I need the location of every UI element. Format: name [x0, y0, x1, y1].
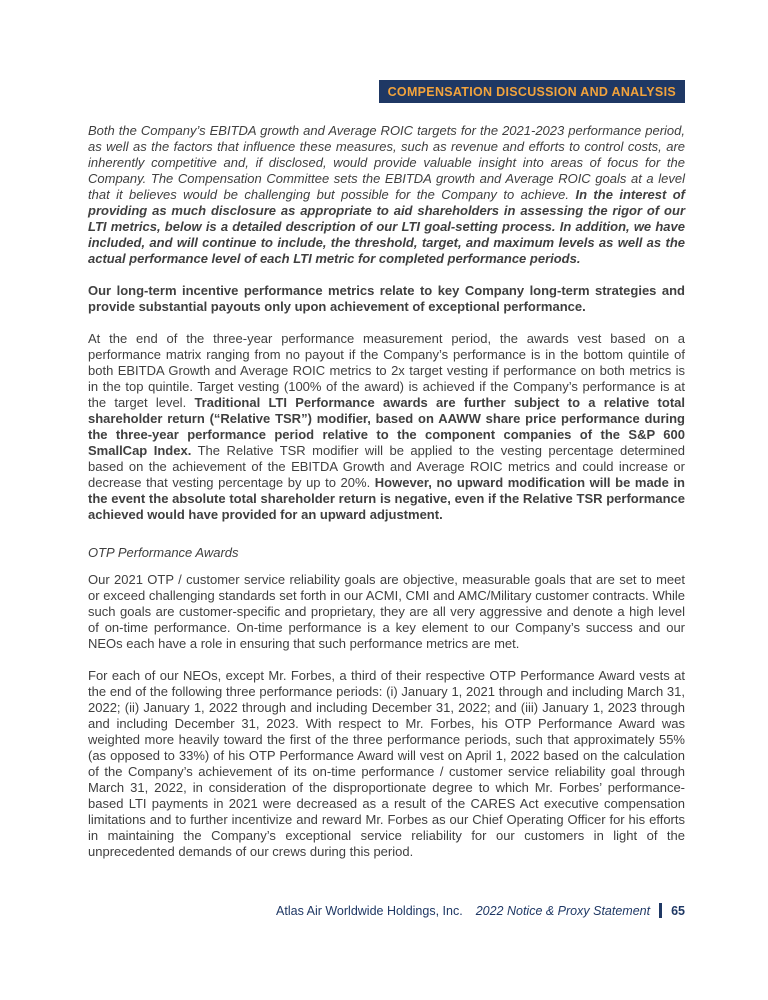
paragraph-lti-metrics-statement	[88, 283, 685, 315]
text-run-bold: However, no upward modification will be made in the event the absolute total shareholder return is negative, even if the Relative TSR performance achieved would have provided for an upward adjustment.	[88, 475, 685, 522]
paragraph-lti-goal-setting	[88, 123, 685, 267]
page-number: 65	[671, 903, 685, 918]
text-run-bold-italic: In the interest of providing as much disclosure as appropriate to aid shareholders in assessing the rigor of our LTI metrics, below is a detailed description of our LTI goal-setting process. In addition, we have included, and will continue to include, the threshold, target, and maximum levels as well as the actual performance level of each LTI metric for completed performance periods.	[88, 187, 685, 266]
footer-company-name: Atlas Air Worldwide Holdings, Inc.	[276, 903, 463, 918]
text-run-regular: The Relative TSR modifier will be applied to the vesting percentage determined based on the achievement of the EBITDA Growth and Average ROIC metrics and could increase or decrease that vesting percentage by up to 20%.	[88, 443, 686, 490]
text-run-regular: For each of our NEOs, except Mr. Forbes, a third of their respective OTP Performance Award vests at the end of the following three performance periods: (i) January 1, 2021 through and including March 31, 2022; (ii) January 1, 2022 through and including December 31, 2022; and (iii) January 1, 2023 through and including December 31, 2023. With respect to Mr. Forbes, his OTP Performance Award was weighted more heavily toward the first of the three performance periods, such that approximately 55% (as opposed to 33%) of his OTP Performance Award will vest on April 1, 2022 based on the calculation of the Company’s achievement of its on-time performance / customer service reliability goal through March 31, 2022, in consideration of the disproportionate degree to which Mr. Forbes’ performance-based LTI payments in 2021 were decreased as a result of the CARES Act executive compensation limitations and to further incentivize and reward Mr. Forbes as our Chief Operating Officer for his efforts in maintaining the Company’s exceptional service reliability for our customers in light of the unprecedented demands of our crews during this period.	[88, 668, 685, 859]
text-run-regular: Our 2021 OTP / customer service reliability goals are objective, measurable goals that are set to meet or exceed challenging standards set forth in our ACMI, CMI and AMC/Military customer contracts. While such goals are customer-specific and proprietary, they are all very aggressive and denote a high level of on-time performance. On-time performance is a key element to our Company’s success and our NEOs each have a role in ensuring that such performance metrics are met.	[88, 572, 685, 651]
footer-document-title: 2022 Notice & Proxy Statement	[475, 903, 651, 918]
paragraph-otp-vesting-periods	[88, 668, 685, 860]
section-banner: COMPENSATION DISCUSSION AND ANALYSIS	[379, 80, 685, 103]
section-heading-otp-performance-awards: OTP Performance Awards	[88, 545, 239, 560]
page-body	[88, 123, 685, 876]
footer-divider	[659, 903, 662, 918]
text-run-bold: Our long-term incentive performance metrics relate to key Company long-term strategies and provide substantial payouts only upon achievement of exceptional performance.	[88, 283, 685, 314]
paragraph-performance-matrix	[88, 331, 685, 523]
text-run-bold: Traditional LTI Performance awards are further subject to a relative total shareholder return (“Relative TSR”) modifier, based on AAWW share price performance during the three-year performance period relative to the component companies of the S&P 600 SmallCap Index.	[88, 395, 685, 458]
text-run-italic: Both the Company’s EBITDA growth and Average ROIC targets for the 2021-2023 performance period, as well as the factors that influence these measures, such as revenue and efforts to control costs, are inherently competitive and, if disclosed, would provide valuable insight into areas of focus for the Company. The Compensation Committee sets the EBITDA growth and Average ROIC goals at a level that it believes would be challenging but possible for the Company to achieve.	[88, 123, 685, 202]
text-run-regular: At the end of the three-year performance measurement period, the awards vest based on a performance matrix ranging from no payout if the Company’s performance is in the bottom quintile of both EBITDA Growth and Average ROIC metrics to 2x target vesting if performance on both metrics is in the top quintile. Target vesting (100% of the award) is achieved if the Company’s performance is at the target level.	[88, 331, 685, 410]
page-footer	[88, 903, 685, 918]
paragraph-otp-goals	[88, 572, 685, 652]
